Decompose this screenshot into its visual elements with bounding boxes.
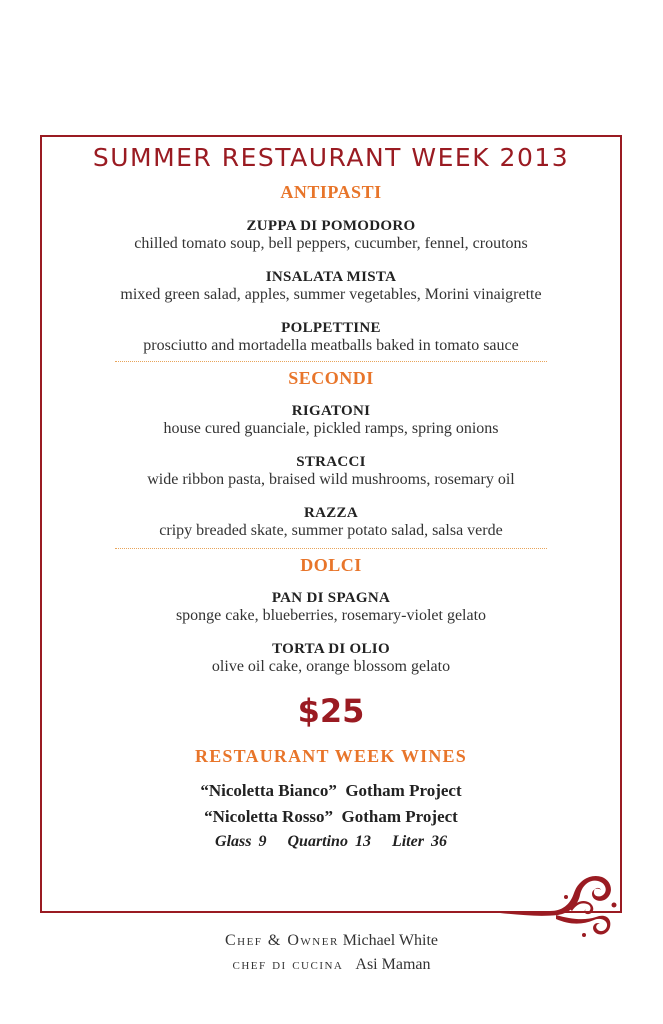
menu-item	[40, 403, 622, 438]
chef-cucina-credit	[0, 956, 663, 974]
menu-item	[40, 320, 622, 355]
item-name: INSALATA MISTA	[265, 269, 397, 285]
item-description: sponge cake, blueberries, rosemary-violet gelato	[175, 607, 487, 624]
chef-cucina-label: chef di cucina	[232, 956, 344, 973]
item-description: mixed green salad, apples, summer vegetables, Morini vinaigrette	[120, 286, 542, 303]
item-name: PAN DI SPAGNA	[271, 590, 391, 606]
menu-item	[40, 454, 622, 489]
item-description: olive oil cake, orange blossom gelato	[211, 658, 451, 675]
section-title-antipasti: ANTIPASTI	[280, 182, 382, 202]
item-description: chilled tomato soup, bell peppers, cucumber, fennel, croutons	[134, 235, 528, 252]
menu-item	[40, 218, 622, 253]
chef-cucina-name: Asi Maman	[355, 956, 431, 973]
chef-owner-label: Chef & Owner	[224, 932, 339, 949]
item-name: RAZZA	[303, 505, 358, 521]
section-title-dolci: DOLCI	[300, 555, 362, 575]
item-name: TORTA DI OLIO	[272, 641, 390, 657]
menu-content	[40, 135, 622, 851]
wine-item: “Nicoletta Bianco” Gotham Project	[200, 781, 462, 800]
item-name: RIGATONI	[291, 403, 371, 419]
menu-item	[40, 641, 622, 676]
wines-title: RESTAURANT WEEK WINES	[195, 746, 467, 766]
item-description: wide ribbon pasta, braised wild mushrooms, rosemary oil	[147, 471, 515, 488]
section-divider	[115, 548, 547, 549]
menu-item	[40, 505, 622, 540]
item-name: ZUPPA DI POMODORO	[246, 218, 416, 234]
wine-item: “Nicoletta Rosso” Gotham Project	[204, 807, 458, 826]
item-name: STRACCI	[296, 454, 366, 470]
menu-title: SUMMER RESTAURANT WEEK 2013	[92, 143, 570, 172]
section-title-secondi: SECONDI	[288, 368, 374, 388]
menu-price: $25	[297, 692, 365, 730]
item-description: prosciutto and mortadella meatballs baked in tomato sauce	[143, 337, 519, 354]
item-description: cripy breaded skate, summer potato salad, salsa verde	[159, 522, 503, 539]
menu-item	[40, 269, 622, 304]
item-name: POLPETTINE	[281, 320, 381, 336]
item-description: house cured guanciale, pickled ramps, spring onions	[163, 420, 499, 437]
chef-owner-name: Michael White	[342, 932, 439, 949]
section-divider	[115, 361, 547, 362]
wine-pricing: Glass 9 Quartino 13 Liter 36	[215, 833, 447, 850]
menu-item	[40, 590, 622, 625]
chef-owner-credit	[0, 932, 663, 950]
